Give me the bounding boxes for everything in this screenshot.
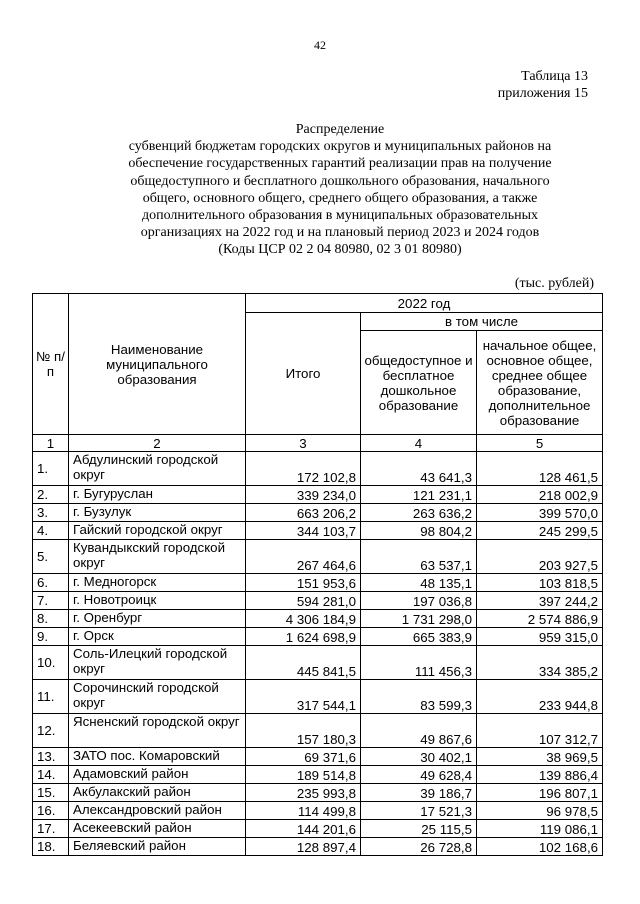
- row-name: Александровский район: [69, 802, 246, 820]
- row-name: г. Новотроицк: [69, 592, 246, 610]
- row-preschool: 49 867,6: [361, 714, 477, 748]
- row-number: 16.: [33, 802, 69, 820]
- row-general: 959 315,0: [477, 628, 603, 646]
- row-general: 107 312,7: [477, 714, 603, 748]
- header-num: № п/п: [33, 294, 69, 435]
- row-preschool: 39 186,7: [361, 784, 477, 802]
- row-general: 334 385,2: [477, 646, 603, 680]
- header-general: начальное общее, основное общее, среднее общее образование, дополнительное образование: [477, 331, 603, 435]
- row-number: 4.: [33, 522, 69, 540]
- row-number: 15.: [33, 784, 69, 802]
- row-number: 6.: [33, 574, 69, 592]
- row-preschool: 17 521,3: [361, 802, 477, 820]
- column-number: 2: [69, 435, 246, 452]
- page-number: 42: [314, 38, 326, 52]
- table-row: [33, 628, 603, 646]
- row-general: 2 574 886,9: [477, 610, 603, 628]
- row-general: 397 244,2: [477, 592, 603, 610]
- table-row: [33, 592, 603, 610]
- row-preschool: 63 537,1: [361, 540, 477, 574]
- row-preschool: 48 135,1: [361, 574, 477, 592]
- row-total: 445 841,5: [246, 646, 361, 680]
- title-line: Распределение: [295, 122, 385, 137]
- table-ref-line2: приложения 15: [497, 86, 588, 101]
- header-including: в том числе: [361, 313, 603, 331]
- row-number: 10.: [33, 646, 69, 680]
- row-name: Сорочинский городской округ: [69, 680, 246, 714]
- row-preschool: 665 383,9: [361, 628, 477, 646]
- row-total: 1 624 698,9: [246, 628, 361, 646]
- row-general: 139 886,4: [477, 766, 603, 784]
- title-line: общего, основного общего, среднего общего образования, а также: [142, 190, 538, 206]
- row-number: 12.: [33, 714, 69, 748]
- row-preschool: 197 036,8: [361, 592, 477, 610]
- row-name: Адамовский район: [69, 766, 246, 784]
- table-row: [33, 680, 603, 714]
- subvention-table: [32, 293, 603, 856]
- row-general: 38 969,5: [477, 748, 603, 766]
- table-row: [33, 540, 603, 574]
- row-number: 11.: [33, 680, 69, 714]
- row-general: 218 002,9: [477, 486, 603, 504]
- header-preschool: общедоступное и бесплатное дошкольное образование: [361, 331, 477, 435]
- row-total: 235 993,8: [246, 784, 361, 802]
- row-number: 13.: [33, 748, 69, 766]
- table-reference: [498, 68, 588, 102]
- row-preschool: 30 402,1: [361, 748, 477, 766]
- row-name: Акбулакский район: [69, 784, 246, 802]
- table-row: [33, 714, 603, 748]
- column-number: 5: [477, 435, 603, 452]
- table-row: [33, 522, 603, 540]
- column-number: 1: [33, 435, 69, 452]
- document-title: [80, 121, 600, 259]
- row-general: 128 461,5: [477, 452, 603, 486]
- row-general: 399 570,0: [477, 504, 603, 522]
- table-row: [33, 838, 603, 856]
- row-total: 172 102,8: [246, 452, 361, 486]
- table-row: [33, 646, 603, 680]
- row-total: 317 544,1: [246, 680, 361, 714]
- row-total: 128 897,4: [246, 838, 361, 856]
- units-label: (тыс. рублей): [514, 276, 594, 291]
- table-row: [33, 452, 603, 486]
- title-line: субвенций бюджетам городских округов и муниципальных районов на: [128, 139, 552, 155]
- row-preschool: 111 456,3: [361, 646, 477, 680]
- row-total: 267 464,6: [246, 540, 361, 574]
- row-name: Гайский городской округ: [69, 522, 246, 540]
- row-number: 14.: [33, 766, 69, 784]
- row-general: 119 086,1: [477, 820, 603, 838]
- row-general: 196 807,1: [477, 784, 603, 802]
- row-number: 17.: [33, 820, 69, 838]
- title-line: дополнительного образования в муниципальных образовательных: [141, 208, 539, 224]
- table-row: [33, 784, 603, 802]
- row-total: 339 234,0: [246, 486, 361, 504]
- row-name: г. Оренбург: [69, 610, 246, 628]
- row-general: 103 818,5: [477, 574, 603, 592]
- row-general: 102 168,6: [477, 838, 603, 856]
- row-name: ЗАТО пос. Комаровский: [69, 748, 246, 766]
- row-name: Кувандыкский городской округ: [69, 540, 246, 574]
- row-total: 344 103,7: [246, 522, 361, 540]
- title-line: общедоступного и бесплатного дошкольного образования, начального: [130, 173, 550, 189]
- row-number: 3.: [33, 504, 69, 522]
- table-row: [33, 820, 603, 838]
- row-name: Абдулинский городской округ: [69, 452, 246, 486]
- row-general: 245 299,5: [477, 522, 603, 540]
- row-name: Соль-Илецкий городской округ: [69, 646, 246, 680]
- row-preschool: 1 731 298,0: [361, 610, 477, 628]
- table-ref-line1: Таблица 13: [521, 69, 588, 84]
- row-number: 9.: [33, 628, 69, 646]
- row-preschool: 43 641,3: [361, 452, 477, 486]
- table-row: [33, 802, 603, 820]
- row-name: г. Бугуруслан: [69, 486, 246, 504]
- row-number: 5.: [33, 540, 69, 574]
- row-name: Асекеевский район: [69, 820, 246, 838]
- row-preschool: 26 728,8: [361, 838, 477, 856]
- title-line: организациях на 2022 год и на плановый период 2023 и 2024 годов: [140, 225, 540, 241]
- row-preschool: 121 231,1: [361, 486, 477, 504]
- row-total: 151 953,6: [246, 574, 361, 592]
- table-row: [33, 748, 603, 766]
- title-line: (Коды ЦСР 02 2 04 80980, 02 3 01 80980): [218, 242, 462, 258]
- row-number: 7.: [33, 592, 69, 610]
- row-preschool: 49 628,4: [361, 766, 477, 784]
- row-total: 114 499,8: [246, 802, 361, 820]
- row-general: 96 978,5: [477, 802, 603, 820]
- row-preschool: 83 599,3: [361, 680, 477, 714]
- row-preschool: 98 804,2: [361, 522, 477, 540]
- column-number: 3: [246, 435, 361, 452]
- row-number: 1.: [33, 452, 69, 486]
- row-name: г. Орск: [69, 628, 246, 646]
- header-name: Наименование муниципального образования: [69, 294, 246, 435]
- row-number: 2.: [33, 486, 69, 504]
- header-year: 2022 год: [246, 294, 603, 313]
- row-total: 594 281,0: [246, 592, 361, 610]
- table-row: [33, 766, 603, 784]
- row-name: г. Медногорск: [69, 574, 246, 592]
- row-total: 144 201,6: [246, 820, 361, 838]
- row-preschool: 25 115,5: [361, 820, 477, 838]
- row-total: 69 371,6: [246, 748, 361, 766]
- title-line: обеспечение государственных гарантий реализации прав на получение: [128, 156, 552, 172]
- table-row: [33, 574, 603, 592]
- column-number: 4: [361, 435, 477, 452]
- table-row: [33, 486, 603, 504]
- header-total: Итого: [246, 313, 361, 435]
- row-number: 8.: [33, 610, 69, 628]
- row-general: 233 944,8: [477, 680, 603, 714]
- row-preschool: 263 636,2: [361, 504, 477, 522]
- row-name: Ясненский городской округ: [69, 714, 246, 748]
- row-total: 4 306 184,9: [246, 610, 361, 628]
- row-total: 189 514,8: [246, 766, 361, 784]
- row-number: 18.: [33, 838, 69, 856]
- row-general: 203 927,5: [477, 540, 603, 574]
- row-name: Беляевский район: [69, 838, 246, 856]
- row-total: 663 206,2: [246, 504, 361, 522]
- row-name: г. Бузулук: [69, 504, 246, 522]
- table-row: [33, 504, 603, 522]
- table-row: [33, 610, 603, 628]
- row-total: 157 180,3: [246, 714, 361, 748]
